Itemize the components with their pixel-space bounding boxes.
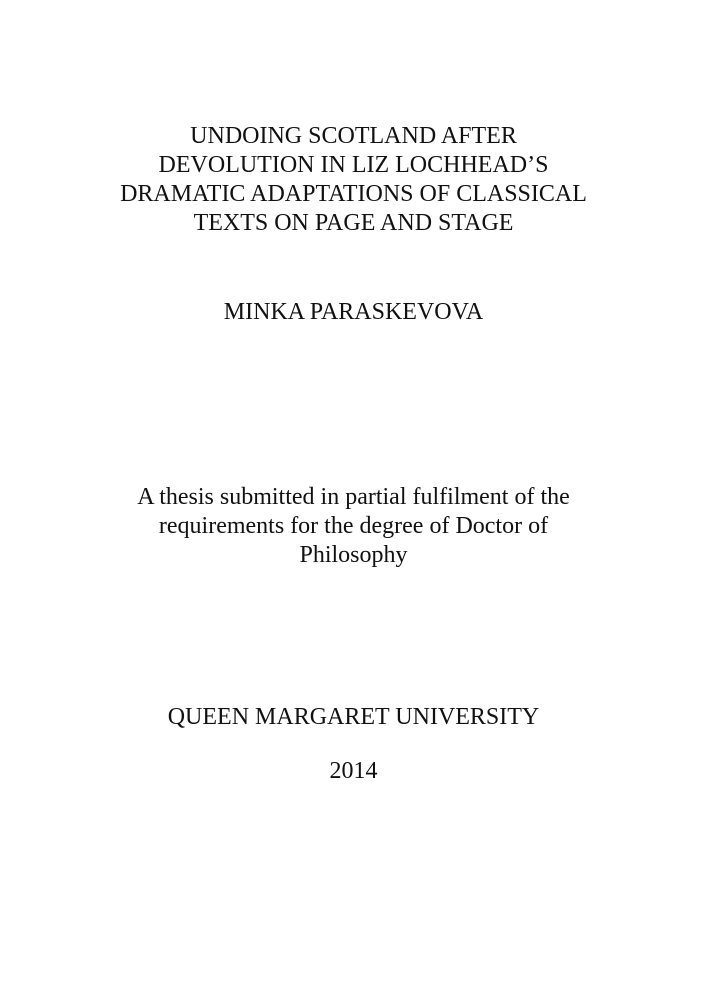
thesis-title <box>0 122 707 238</box>
author-name: MINKA PARASKEVOVA <box>223 299 484 325</box>
degree-statement-line: requirements for the degree of Doctor of <box>158 513 549 539</box>
submission-year: 2014 <box>329 758 378 784</box>
thesis-title-line: UNDOING SCOTLAND AFTER <box>190 123 517 149</box>
institution-name: QUEEN MARGARET UNIVERSITY <box>167 704 540 730</box>
thesis-title-line: DRAMATIC ADAPTATIONS OF CLASSICAL <box>120 181 587 207</box>
degree-statement <box>0 483 707 570</box>
thesis-title-line: TEXTS ON PAGE AND STAGE <box>193 210 514 236</box>
degree-statement-line: Philosophy <box>299 542 408 568</box>
thesis-title-line: DEVOLUTION IN LIZ LOCHHEAD’S <box>158 152 549 178</box>
degree-statement-line: A thesis submitted in partial fulfilment of the <box>137 484 570 510</box>
